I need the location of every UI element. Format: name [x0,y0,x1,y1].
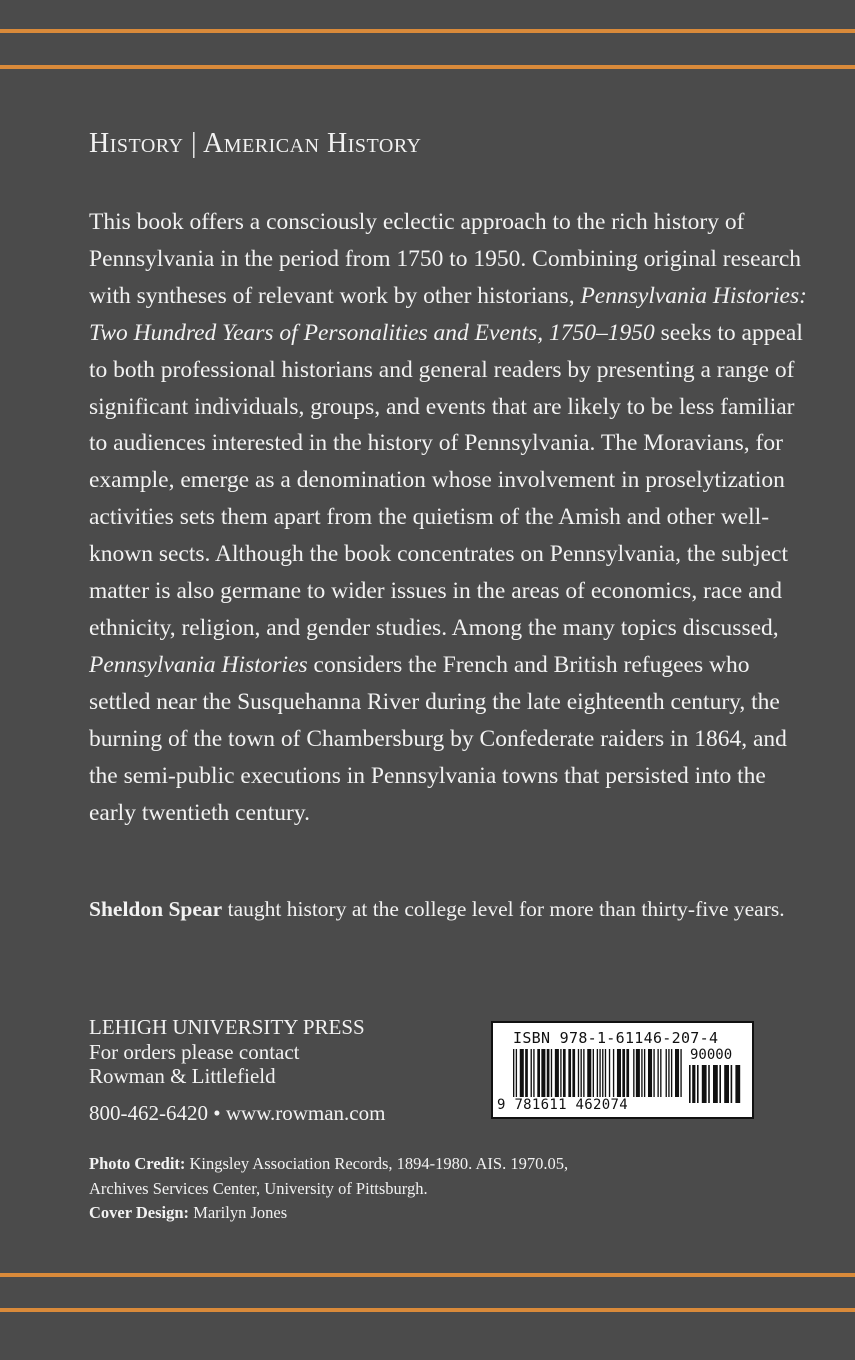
barcode-bar [560,1049,561,1097]
barcode-bar [689,1065,691,1103]
publisher-line-3: Rowman & Littlefield [89,1064,276,1088]
barcode-bar [547,1049,550,1097]
barcode-bar [671,1049,672,1097]
barcode-bar [541,1049,545,1097]
category-separator: | [190,128,198,159]
blurb-part-3: considers the French and British refugees who settled near the Susquehanna River during the late eighteenth century, the burning of the town of Chambersburg by Confederate raiders in 1864, and the semi-public executions in Pennsylvania towns that persisted into the early twentieth century. [89,651,787,826]
website: www.rowman.com [225,1101,386,1125]
barcode-bar [572,1049,575,1097]
barcode-bar [613,1049,614,1097]
price-addon: 90000 [690,1047,733,1063]
barcode-bar [636,1049,640,1097]
barcode-bar [555,1049,559,1097]
blurb-part-2: seeks to appeal to both professional historians and general readers by presenting a range of significant individuals, groups, and events that are likely to be less familiar to audiences interested in the history of Pennsylvania. The Moravians, for example, emerge as a denomination whose involvement in proselytization activities sets them apart from the quietism of the Amish and other well-known sects. Although the book concentrates on Pennsylvania, the subject matter is also germane to wider issues in the areas of economics, race and ethnicity, religion, and gender studies. Among the many topics discussed, [89,319,803,641]
barcode-bar [633,1049,634,1097]
phone-number: 800-462-6420 [89,1101,208,1125]
barcode-bar [513,1049,514,1097]
barcode-bar [531,1049,532,1097]
barcode-bar [602,1049,603,1097]
category-heading [89,128,422,160]
barcode-bar [578,1049,579,1097]
barcode-bar [533,1049,534,1097]
barcode-bar [537,1049,540,1097]
barcode-digits: 9 781611 462074 [497,1097,628,1113]
barcode-bar [593,1049,594,1097]
category-primary: History [89,128,184,159]
barcode-bar [626,1049,629,1097]
author-bio [89,895,829,923]
barcode-bar [719,1065,721,1103]
cover-design-label: Cover Design: [89,1203,190,1222]
book-description [89,204,809,831]
bottom-stripe-2 [0,1308,855,1312]
barcode-bar [668,1049,669,1097]
barcode-bar [731,1065,733,1103]
photo-credit [89,1152,589,1201]
barcode-bar [599,1049,600,1097]
barcode-bar [692,1065,695,1103]
barcode-bar [568,1049,571,1097]
blurb-book-title: Pennsylvania Histories: Two Hundred Years of Personalities and Events, 1750–1950 [89,282,807,346]
barcode-bar [666,1049,667,1097]
barcode-bar [680,1049,681,1097]
barcode-bar [583,1049,584,1097]
credits-block [89,1152,589,1226]
barcode-bar [563,1049,566,1097]
barcode-bar [516,1049,517,1097]
barcode-bar [735,1065,740,1103]
photo-credit-label: Photo Credit: [89,1154,186,1173]
top-stripe-2 [0,65,855,69]
barcode-bar [697,1065,699,1103]
barcode-bar [713,1065,718,1103]
blurb-part-1: This book offers a consciously eclectic approach to the rich history of Pennsylvania in the period from 1750 to 1950. Combining original research with syntheses of relevant work by other historians, [89,209,802,309]
contact-line [89,1101,385,1126]
addon-barcode-bars [689,1065,749,1103]
barcode-bar [520,1049,524,1097]
barcode-bar [605,1049,606,1097]
barcode-bar [617,1049,621,1097]
barcode-bar [644,1049,645,1097]
barcode-bar [657,1049,658,1097]
publisher-name: LEHIGH UNIVERSITY PRESS [89,1015,365,1039]
bottom-stripe-1 [0,1273,855,1277]
cover-design-text: Marilyn Jones [193,1203,288,1222]
author-name: Sheldon Spear [89,897,223,921]
category-secondary: American History [203,128,422,159]
barcode-bar [551,1049,552,1097]
isbn-number: ISBN 978-1-61146-207-4 [513,1029,719,1047]
barcode-bar [609,1049,610,1097]
barcode-bar [581,1049,582,1097]
barcode-bar [597,1049,598,1097]
blurb-short-title: Pennsylvania Histories [89,651,308,678]
barcode-bar [653,1049,654,1097]
barcode-bar [675,1049,679,1097]
barcode-bar [641,1049,642,1097]
barcode-bars [513,1049,683,1097]
barcode-bar [587,1049,591,1097]
barcode-bar [708,1065,710,1103]
cover-design-credit [89,1201,589,1226]
top-stripe-1 [0,29,855,33]
isbn-barcode [491,1021,754,1119]
barcode-bar [648,1049,652,1097]
barcode-bar [525,1049,528,1097]
author-bio-text: taught history at the college level for more than thirty-five years. [227,897,785,921]
barcode-bar [660,1049,661,1097]
barcode-bar [702,1065,707,1103]
barcode-bar [724,1065,729,1103]
publisher-block [89,1015,365,1089]
barcode-bar [622,1049,625,1097]
bullet-separator: • [213,1101,221,1125]
publisher-line-2: For orders please contact [89,1039,300,1064]
photo-credit-text: Kingsley Association Records, 1894-1980. AIS. 1970.05, Archives Services Center, University of Pittsburgh. [89,1154,569,1198]
